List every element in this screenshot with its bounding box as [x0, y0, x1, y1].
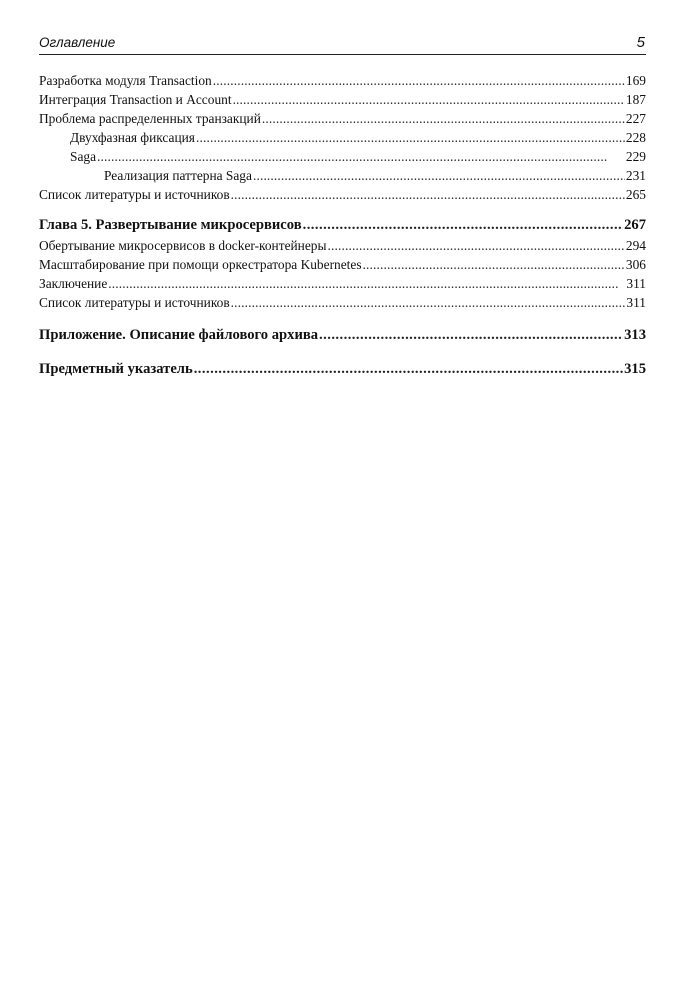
toc-entry-title: Список литературы и источников	[39, 187, 230, 202]
toc-entry[interactable]	[39, 109, 646, 128]
toc-entry[interactable]	[39, 293, 646, 312]
toc-entry[interactable]	[39, 255, 646, 274]
toc-entry[interactable]	[39, 185, 646, 204]
toc-entry-title: Реализация паттерна Saga	[104, 168, 252, 183]
toc-entry-title: Интеграция Transaction и Account	[39, 92, 232, 107]
dot-leader	[97, 147, 625, 166]
toc-entry-page: 187	[625, 92, 646, 107]
dot-leader	[233, 90, 625, 109]
toc-chapter-page: 313	[624, 327, 646, 343]
toc-subentry[interactable]	[39, 147, 646, 166]
toc-entry[interactable]	[39, 90, 646, 109]
toc-subentry[interactable]	[39, 128, 646, 147]
page-header	[39, 34, 646, 55]
toc-entry-title: Обертывание микросервисов в docker-контейнеры	[39, 238, 327, 253]
toc-index[interactable]	[39, 359, 646, 380]
toc-entry-title: Заключение	[39, 276, 108, 291]
toc-entry-page: 231	[625, 168, 646, 183]
toc-entry-page: 265	[625, 187, 646, 202]
table-of-contents	[39, 71, 646, 380]
toc-entry-title: Двухфазная фиксация	[70, 130, 195, 145]
section-gap	[39, 204, 646, 215]
toc-entry-page: 311	[626, 276, 646, 291]
toc-entry-page: 294	[625, 238, 646, 253]
toc-chapter-page: 267	[624, 217, 646, 233]
dot-leader	[108, 274, 625, 293]
toc-chapter-title: Предметный указатель	[39, 361, 193, 377]
toc-entry-page: 169	[625, 73, 646, 88]
toc-chapter-page: 315	[624, 361, 646, 377]
section-gap	[39, 312, 646, 325]
toc-entry-page: 229	[625, 149, 646, 164]
dot-leader	[196, 128, 625, 147]
toc-entry-title: Разработка модуля Transaction	[39, 73, 212, 88]
dot-leader	[194, 359, 623, 380]
toc-chapter[interactable]	[39, 215, 646, 236]
dot-leader	[231, 185, 625, 204]
toc-chapter-title: Приложение. Описание файлового архива	[39, 327, 319, 343]
toc-entry-title: Проблема распределенных транзакций	[39, 111, 261, 126]
toc-entry-title: Масштабирование при помощи оркестратора Kubernetes	[39, 257, 362, 272]
toc-chapter-title: Глава 5. Развертывание микросервисов	[39, 217, 302, 233]
dot-leader	[319, 325, 623, 346]
page-number: 5	[636, 34, 645, 51]
dot-leader	[231, 293, 626, 312]
dot-leader	[363, 255, 625, 274]
section-gap	[39, 346, 646, 359]
toc-entry-page: 311	[626, 295, 646, 310]
toc-subsubentry[interactable]	[39, 166, 646, 185]
toc-entry-page: 306	[625, 257, 646, 272]
toc-entry-title: Список литературы и источников	[39, 295, 230, 310]
dot-leader	[213, 71, 625, 90]
dot-leader	[253, 166, 625, 185]
dot-leader	[262, 109, 625, 128]
toc-entry-page: 228	[625, 130, 646, 145]
dot-leader	[328, 236, 625, 255]
toc-entry-page: 227	[625, 111, 646, 126]
toc-entry[interactable]	[39, 71, 646, 90]
dot-leader	[303, 215, 624, 236]
toc-appendix[interactable]	[39, 325, 646, 346]
toc-entry[interactable]	[39, 274, 646, 293]
toc-entry[interactable]	[39, 236, 646, 255]
running-head-title: Оглавление	[39, 35, 116, 50]
toc-entry-title: Saga	[70, 149, 97, 164]
